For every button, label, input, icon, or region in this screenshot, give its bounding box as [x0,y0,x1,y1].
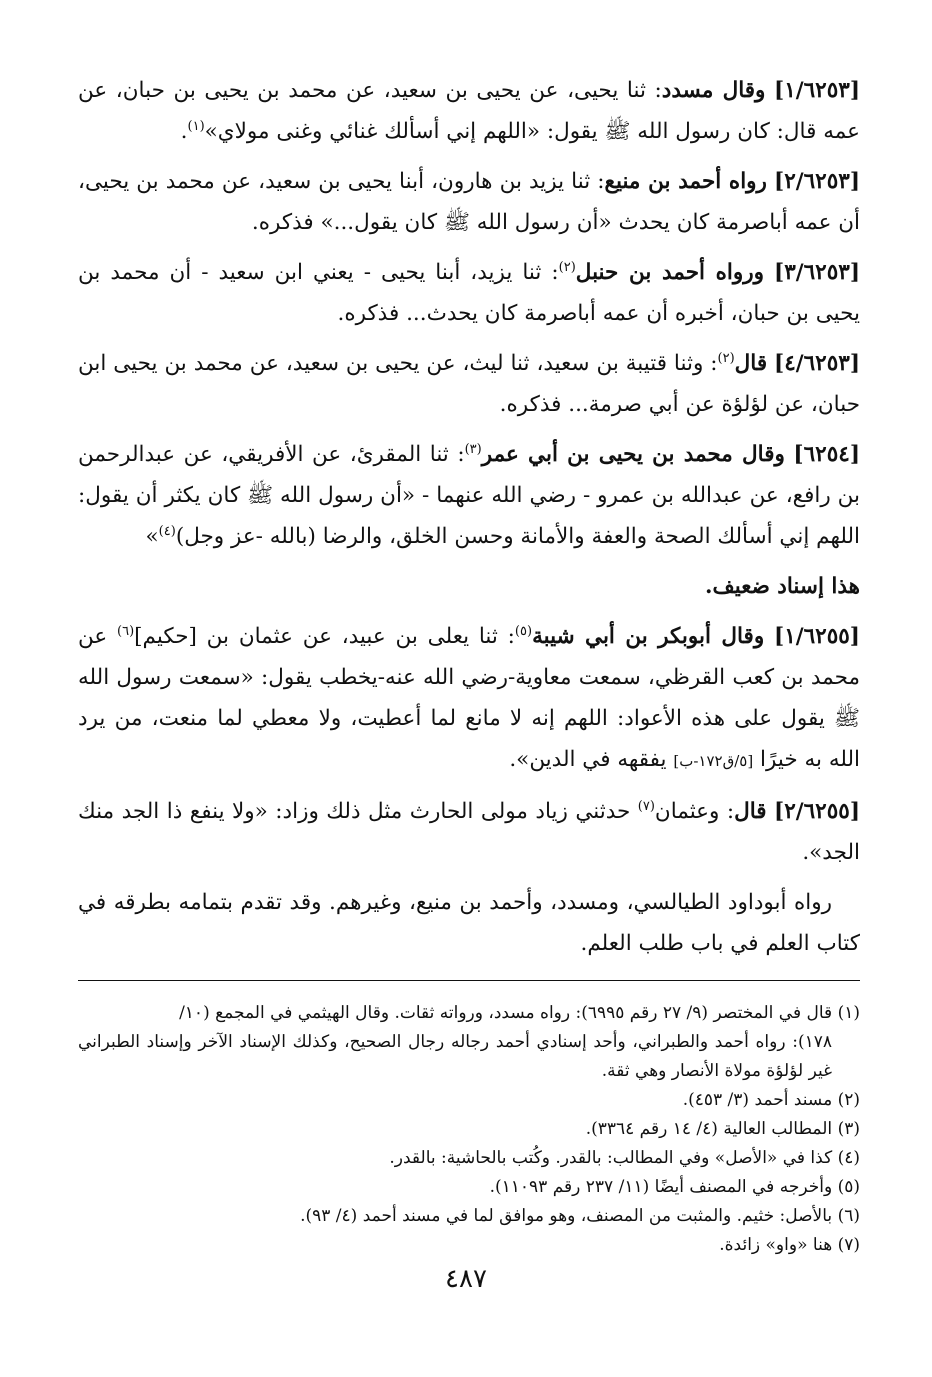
narrator-lead: ورواه أحمد بن حنبل [575,260,765,285]
hadith-text: : وعثمان [654,799,735,824]
footnote-continuation: ١٧٨): رواه أحمد والطبراني، وأحد إسنادي أحمد رجاله رجال الصحيح، وكذلك الإسناد الآخر وإسناد الطبراني غير لؤلؤة مولاة الأنصار وهي ثقة. [78,1032,832,1081]
footnote-6 [78,1202,860,1231]
footnote-marker: (٣) [464,441,482,457]
hadith-tail: . [180,119,188,144]
hadith-ref: [٣/٦٢٥٣] [774,260,860,285]
footnote-marker: (٢) [717,350,735,366]
footnote-number: (٦) [837,1206,860,1226]
hadith-6253-2 [78,161,860,243]
footnote-number: (٧) [837,1235,860,1255]
isnad-grade: هذا إسناد ضعيف. [704,574,860,599]
narrator-lead: رواه أحمد بن منيع [604,169,767,194]
footnotes [78,999,860,1260]
manuscript-ref: [٥/ق١٧٢-ب] [673,752,754,770]
footnote-4 [78,1144,860,1173]
footnote-1 [78,999,860,1086]
narrator-lead: قال [734,351,768,376]
footnote-2 [78,1086,860,1115]
footnote-marker: (٦) [117,623,135,639]
footnote-text: وأخرجه في المصنف أيضًا (١١/ ٢٣٧ رقم ١١٠٩٣). [489,1177,833,1197]
hadith-text: : ثنا يحيى، عن يحيى بن سعيد، عن محمد بن يحيى بن حبان، عن عمه قال: كان رسول الله ﷺ يقول: «اللهم إني أسألك غنائي وغنى مولاي» [78,78,860,144]
footnote-5 [78,1173,860,1202]
footnote-marker: (٢) [558,259,576,275]
hadith-text-cont: حدثني زياد مولى الحارث مثل ذلك وزاد: «ولا ينفع ذا الجد منك الجد». [78,799,860,865]
footnote-separator [78,980,860,981]
footnote-marker: (١) [187,118,205,134]
hadith-6255-2 [78,791,860,873]
hadith-ref: [١/٦٢٥٥] [774,624,860,649]
hadith-text-end: يفقهه في الدين». [509,747,674,772]
hadith-text: : ثنا يعلى بن عبيد، عن عثمان بن [حكيم] [134,624,515,649]
hadith-ref: [٢/٦٢٥٣] [774,169,860,194]
page-number: ٤٨٧ [445,1264,487,1294]
hadith-text: : ثنا يزيد، أبنا يحيى - يعني ابن سعيد - أن محمد بن يحيى بن حبان، أخبره أن عمه أباصرمة كان يحدث... فذكره. [78,260,860,326]
footnote-marker: (٥) [514,623,533,639]
hadith-6254 [78,434,860,557]
hadith-text: : وثنا قتيبة بن سعيد، ثنا ليث، عن يحيى بن سعيد، عن محمد بن يحيى ابن حبان، عن لؤلؤة عن أبي صرمة... فذكره. [78,351,860,417]
closing-paragraph: رواه أبوداود الطيالسي، ومسدد، وأحمد بن منيع، وغيرهم. وقد تقدم بتمامه بطرقه في كتاب العلم في باب طلب العلم. [78,890,860,956]
narrator-lead: وقال مسدد [661,78,766,103]
footnote-number: (٥) [837,1177,860,1197]
hadith-ref: [٢/٦٢٥٥] [774,799,860,824]
footnote-number: (٤) [837,1148,860,1168]
footnote-text: مسند أحمد (٣/ ٤٥٣). [682,1090,833,1110]
footnote-7 [78,1231,860,1260]
hadith-ref: [١/٦٢٥٣] [774,78,861,103]
hadith-6253-4 [78,343,860,425]
footnote-marker: (٧) [637,798,655,814]
footnote-text: كذا في «الأصل» وفي المطالب: بالقدر. وكُتب بالحاشية: بالقدر. [389,1148,833,1168]
narrator-lead: وقال أبوبكر بن أبي شيبة [532,624,765,649]
hadith-ref: [٤/٦٢٥٣] [774,351,861,376]
hadith-text: : ثنا المقرئ، عن الأفريقي، عن عبدالرحمن بن رافع، عن عبدالله بن عمرو - رضي الله عنهما - «أن رسول الله ﷺ كان يكثر أن يقول: اللهم إني أسألك الصحة والعفة والأمانة وحسن الخلق، والرضا (بالله -عز وجل) [78,442,860,549]
footnote-text: المطالب العالية (٤/ ١٤ رقم ٣٣٦٤). [585,1119,833,1139]
hadith-6255-1 [78,616,860,782]
footnote-text: قال في المختصر (٩/ ٢٧ رقم ٦٩٩٥): رواه مسدد، ورواته ثقات. وقال الهيثمي في المجمع (١٠/ [179,1003,833,1023]
footnote-text: هنا «واو» زائدة. [719,1235,833,1255]
footnote-number: (١) [837,1003,860,1023]
footnote-number: (٢) [837,1090,860,1110]
narrator-lead: قال [734,799,767,824]
footnote-3 [78,1115,860,1144]
hadith-text-cont: عن محمد بن كعب القرظي، سمعت معاوية-رضي الله عنه-يخطب يقول: «سمعت رسول الله ﷺ يقول على هذه الأعواد: اللهم إنه لا مانع لما أعطيت، ولا معطي لما منعت، من يرد الله به خيرًا [78,624,860,772]
hadith-ref: [٦٢٥٤] [793,442,860,467]
hadith-tail: » [145,524,159,549]
hadith-6253-1 [78,70,860,152]
footnote-number: (٣) [837,1119,860,1139]
footnote-marker: (٤) [158,523,176,539]
hadith-text: : ثنا يزيد بن هارون، أبنا يحيى بن سعيد، عن محمد بن يحيى، أن عمه أباصرمة كان يحدث «أن رسول الله ﷺ كان يقول...» فذكره. [78,169,860,235]
narrator-lead: وقال محمد بن يحيى بن أبي عمر [481,442,785,467]
footnote-text: بالأصل: خثيم. والمثبت من المصنف، وهو موافق لما في مسند أحمد (٤/ ٩٣). [300,1206,833,1226]
hadith-6253-3 [78,252,860,334]
